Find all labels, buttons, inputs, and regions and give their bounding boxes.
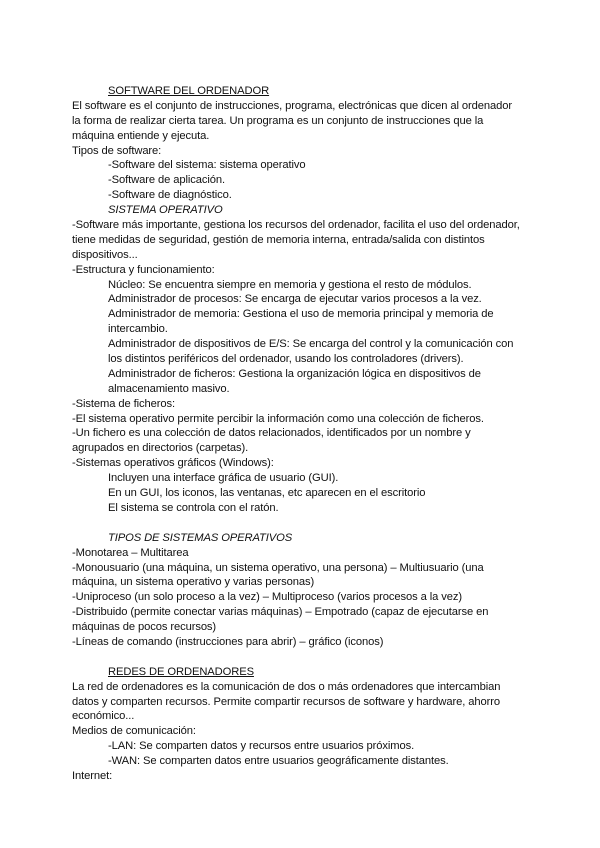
paragraph-line: -Software más importante, gestiona los recursos del ordenador, facilita el uso del ordenador, [72, 219, 520, 232]
list-item: almacenamiento masivo. [108, 382, 230, 395]
list-item: intercambio. [108, 323, 168, 336]
graficos-label: -Sistemas operativos gráficos (Windows): [72, 457, 274, 470]
paragraph-line: -Un fichero es una colección de datos relacionados, identificados por un nombre y [72, 427, 471, 440]
list-item: El sistema se controla con el ratón. [108, 501, 279, 514]
heading-sistema-operativo: SISTEMA OPERATIVO [108, 204, 223, 217]
list-item: Administrador de procesos: Se encarga de ejecutar varios procesos a la vez. [108, 293, 482, 306]
list-item: Núcleo: Se encuentra siempre en memoria y gestiona el resto de módulos. [108, 278, 472, 291]
paragraph-line: -Monotarea – Multitarea [72, 546, 189, 559]
paragraph-line: máquinas de pocos recursos) [72, 621, 217, 634]
blank-line [72, 516, 532, 531]
list-item: -WAN: Se comparten datos entre usuarios geográficamente distantes. [108, 755, 449, 768]
paragraph-line: -Líneas de comando (instrucciones para abrir) – gráfico (iconos) [72, 635, 384, 648]
document-body [72, 84, 532, 784]
list-item: los distintos periféricos del ordenador, usando los controladores (drivers). [108, 353, 464, 366]
list-item: Administrador de ficheros: Gestiona la organización lógica en dispositivos de [108, 367, 481, 380]
estructura-label: -Estructura y funcionamiento: [72, 263, 215, 276]
tipos-software-label: Tipos de software: [72, 144, 162, 157]
paragraph-line: La red de ordenadores es la comunicación de dos o más ordenadores que intercambian [72, 680, 501, 693]
paragraph-line: El software es el conjunto de instrucciones, programa, electrónicas que dicen al ordenador [72, 99, 512, 112]
heading-tipos-sistemas-operativos: TIPOS DE SISTEMAS OPERATIVOS [108, 531, 293, 544]
list-item: Administrador de dispositivos de E/S: Se encarga del control y la comunicación con [108, 338, 514, 351]
paragraph-line: -Sistema de ficheros: [72, 397, 175, 410]
list-item: Incluyen una interface gráfica de usuario (GUI). [108, 472, 339, 485]
list-item: -LAN: Se comparten datos y recursos entre usuarios próximos. [108, 740, 415, 753]
list-item: En un GUI, los iconos, las ventanas, etc aparecen en el escritorio [108, 487, 426, 500]
internet-label: Internet: [72, 769, 113, 782]
paragraph-line: máquina entiende y ejecuta. [72, 129, 210, 142]
paragraph-line: la forma de realizar cierta tarea. Un programa es un conjunto de instrucciones que la [72, 114, 484, 127]
heading-redes-de-ordenadores: REDES DE ORDENADORES [108, 665, 254, 678]
paragraph-line: -Uniproceso (un solo proceso a la vez) – Multiproceso (varios procesos a la vez) [72, 591, 462, 604]
list-item: -Software de diagnóstico. [108, 189, 232, 202]
paragraph-line: máquina, un sistema operativo y varias personas) [72, 576, 315, 589]
paragraph-line: datos y comparten recursos. Permite compartir recursos de software y hardware, ahorro [72, 695, 500, 708]
list-item: -Software de aplicación. [108, 174, 225, 187]
list-item: Administrador de memoria: Gestiona el uso de memoria principal y memoria de [108, 308, 494, 321]
heading-software-del-ordenador: SOFTWARE DEL ORDENADOR [108, 85, 270, 97]
paragraph-line: económico... [72, 710, 135, 723]
paragraph-line: agrupados en directorios (carpetas). [72, 442, 249, 455]
paragraph-line: dispositivos... [72, 248, 138, 261]
medios-label: Medios de comunicación: [72, 725, 196, 738]
paragraph-line: -Monousuario (una máquina, un sistema operativo, una persona) – Multiusuario (una [72, 561, 484, 574]
blank-line [72, 650, 532, 665]
paragraph-line: -El sistema operativo permite percibir la información como una colección de ficheros. [72, 412, 484, 425]
list-item: -Software del sistema: sistema operativo [108, 159, 306, 172]
paragraph-line: -Distribuido (permite conectar varias máquinas) – Empotrado (capaz de ejecutarse en [72, 606, 489, 619]
paragraph-line: tiene medidas de seguridad, gestión de memoria interna, entrada/salida con distintos [72, 233, 485, 246]
